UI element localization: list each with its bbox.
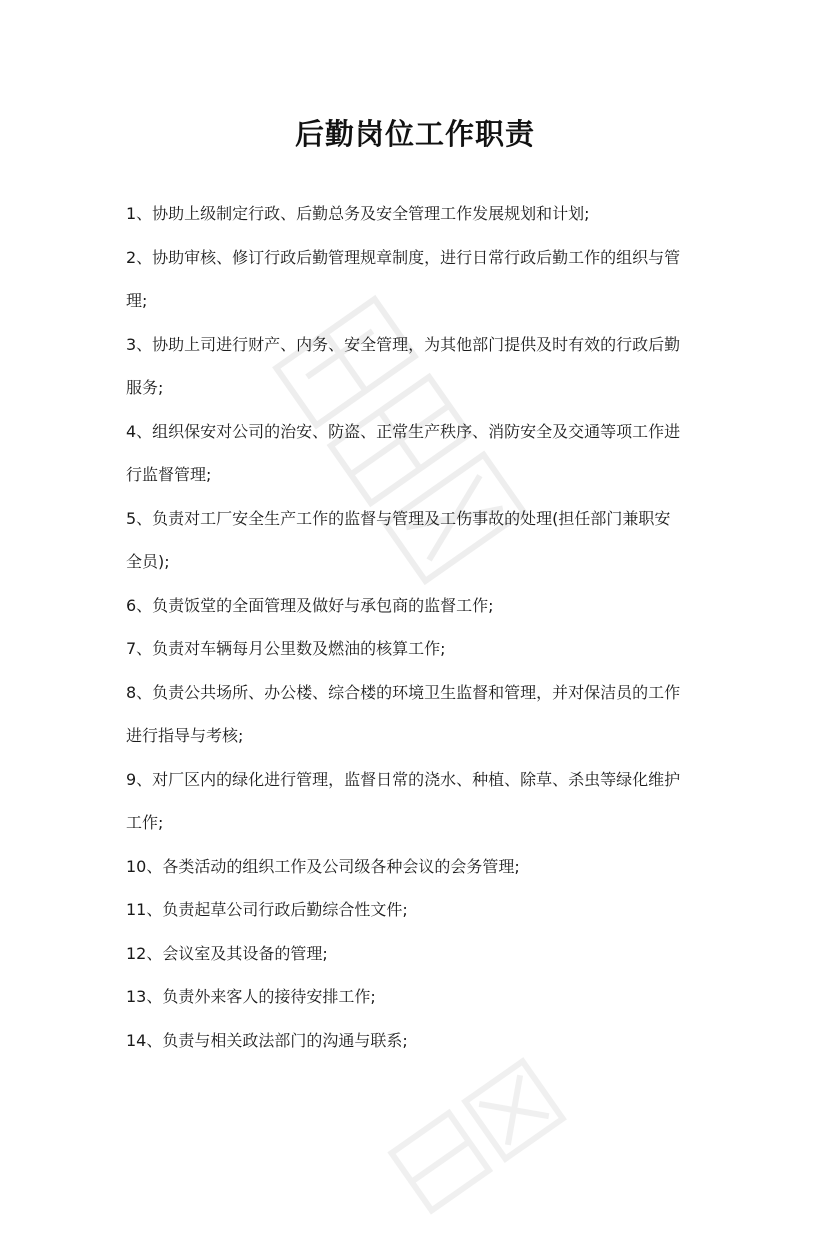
text-line: 4、组织保安对公司的治安、防盗、正常生产秩序、消防安全及交通等项工作进 <box>126 421 681 441</box>
text-line: 14、负责与相关政法部门的沟通与联系; <box>126 1030 408 1050</box>
duty-list <box>126 192 716 1062</box>
text-line: 8、负责公共场所、办公楼、综合楼的环境卫生监督和管理，并对保洁员的工作 <box>126 682 681 702</box>
text-line: 6、负责饭堂的全面管理及做好与承包商的监督工作; <box>126 595 494 615</box>
text-line: 工作; <box>126 813 164 832</box>
text-line: 1、协助上级制定行政、后勤总务及安全管理工作发展规划和计划; <box>126 204 590 223</box>
text-line: 10、各类活动的组织工作及公司级各种会议的会务管理; <box>126 856 520 876</box>
text-line: 全员); <box>126 552 170 571</box>
text-line: 3、协助上司进行财产、内务、安全管理，为其他部门提供及时有效的行政后勤 <box>126 334 681 354</box>
text-line: 11、负责起草公司行政后勤综合性文件; <box>126 900 408 919</box>
watermark-logo-icon-bottom <box>364 1033 597 1246</box>
document-title: 后勤岗位工作职责 <box>294 117 535 151</box>
text-line: 行监督管理; <box>126 465 212 484</box>
text-line: 12、会议室及其设备的管理; <box>126 943 328 963</box>
text-line: 进行指导与考核; <box>126 726 244 745</box>
text-line: 7、负责对车辆每月公里数及燃油的核算工作; <box>126 639 446 658</box>
text-line: 9、对厂区内的绿化进行管理，监督日常的浇水、种植、除草、杀虫等绿化维护 <box>126 769 681 789</box>
text-line: 服务; <box>126 378 164 397</box>
text-line: 2、协助审核、修订行政后勤管理规章制度，进行日常行政后勤工作的组织与管 <box>126 247 681 267</box>
text-line: 5、负责对工厂安全生产工作的监督与管理及工伤事故的处理(担任部门兼职安 <box>126 508 671 528</box>
text-line: 理; <box>126 291 148 310</box>
text-line: 13、负责外来客人的接待安排工作; <box>126 987 376 1006</box>
